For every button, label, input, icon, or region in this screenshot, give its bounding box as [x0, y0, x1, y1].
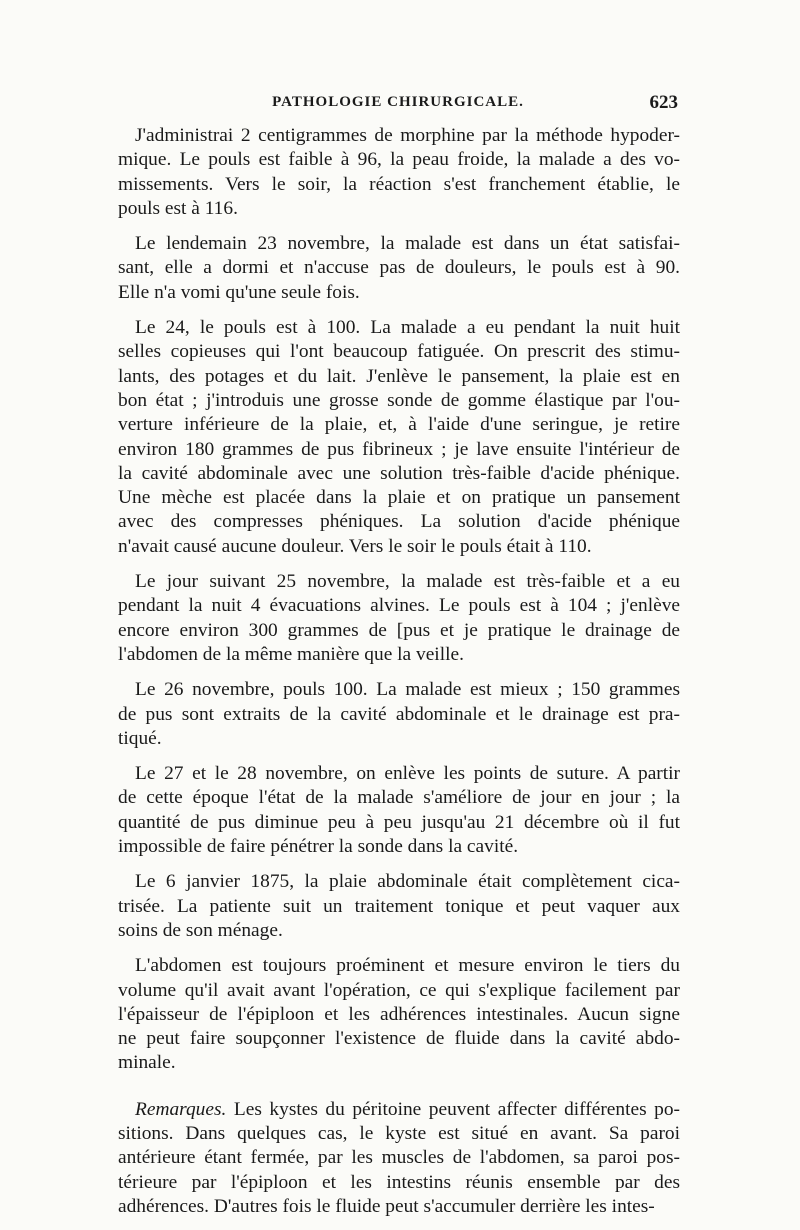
text-line: bon état ; j'introduis une grosse sonde de gomme élastique par l'ou- — [118, 389, 680, 411]
text-line: minale. — [118, 1052, 176, 1074]
text-line: Le jour suivant 25 novembre, la malade est très-faible et a eu — [135, 571, 680, 593]
text-line: antérieure étant fermée, par les muscles de l'abdomen, sa paroi pos- — [118, 1147, 680, 1169]
text-line: volume qu'il avait avant l'opération, ce qui s'explique facilement par — [118, 979, 680, 1001]
text-line: environ 180 grammes de pus fibrineux ; je lave ensuite l'intérieur de — [118, 438, 680, 460]
paragraph — [118, 1098, 680, 1219]
paragraph — [118, 570, 680, 667]
text-line: Elle n'a vomi qu'une seule fois. — [118, 281, 360, 303]
text-line: Le 26 novembre, pouls 100. La malade est mieux ; 150 grammes — [135, 679, 680, 701]
text-line: tiqué. — [118, 727, 162, 749]
paragraph — [118, 124, 680, 221]
text-line: ne peut faire soupçonner l'existence de fluide dans la cavité abdo- — [118, 1028, 680, 1050]
paragraph — [118, 762, 680, 859]
text-line: l'abdomen de la même manière que la veille. — [118, 643, 464, 665]
remarques-label: Remarques. — [135, 1098, 227, 1120]
text-line: J'administrai 2 centigrammes de morphine par la méthode hypoder- — [135, 125, 680, 146]
paragraph — [118, 678, 680, 751]
text-line: sant, elle a dormi et n'accuse pas de douleurs, le pouls est à 90. — [118, 257, 680, 279]
paragraph — [118, 954, 680, 1075]
text-line: adhérences. D'autres fois le fluide peut s'accumuler derrière les intes- — [118, 1195, 655, 1217]
running-title: PATHOLOGIE CHIRURGICALE. — [272, 94, 524, 110]
paragraph — [118, 316, 680, 559]
text-line: sitions. Dans quelques cas, le kyste est situé en avant. Sa paroi — [118, 1122, 680, 1144]
text-line: la cavité abdominale avec une solution très-faible d'acide phénique. — [118, 462, 680, 484]
text-line: missements. Vers le soir, la réaction s'est franchement établie, le — [118, 173, 680, 195]
text-line: Le 6 janvier 1875, la plaie abdominale était complètement cica- — [135, 871, 680, 893]
page-number: 623 — [649, 92, 678, 113]
text-line: impossible de faire pénétrer la sonde dans la cavité. — [118, 836, 519, 858]
text-line: L'abdomen est toujours proéminent et mesure environ le tiers du — [135, 955, 680, 977]
text-line: selles copieuses qui l'ont beaucoup fatiguée. On prescrit des stimu- — [118, 341, 680, 363]
text-line: mique. Le pouls est faible à 96, la peau froide, la malade a des vo- — [118, 149, 680, 171]
text-line: quantité de pus diminue peu à peu jusqu'au 21 décembre où il fut — [118, 811, 680, 833]
text-line: Une mèche est placée dans la plaie et on pratique un pansement — [118, 487, 680, 509]
text-line: n'avait causé aucune douleur. Vers le soir le pouls était à 110. — [118, 535, 592, 557]
text-line: verture inférieure de la plaie, et, à l'aide d'une seringue, je retire — [118, 414, 680, 436]
text-line: de pus sont extraits de la cavité abdominale et le drainage est pra- — [118, 703, 680, 725]
paragraph — [118, 870, 680, 943]
text-line: pouls est à 116. — [118, 197, 238, 219]
text-line: encore environ 300 grammes de [pus et je pratique le drainage de — [118, 619, 680, 641]
text-line: de cette époque l'état de la malade s'améliore de jour en jour ; la — [118, 787, 680, 809]
text-line: pendant la nuit 4 évacuations alvines. Le pouls est à 104 ; j'enlève — [118, 595, 680, 617]
text-line: Le 24, le pouls est à 100. La malade a eu pendant la nuit huit — [135, 317, 680, 339]
text-line: térieure par l'épiploon et les intestins réunis ensemble par des — [118, 1171, 680, 1193]
text-line: lants, des potages et du lait. J'enlève le pansement, la plaie est en — [118, 365, 680, 387]
text-line: Le lendemain 23 novembre, la malade est dans un état satisfai- — [135, 233, 680, 255]
text-line: trisée. La patiente suit un traitement tonique et peut vaquer aux — [118, 895, 680, 917]
text-line: avec des compresses phéniques. La solution d'acide phénique — [118, 511, 680, 533]
paragraph — [118, 232, 680, 305]
text-line: soins de son ménage. — [118, 919, 283, 941]
text-line: Remarques. Les kystes du péritoine peuvent affecter différentes po- — [135, 1098, 680, 1120]
text-line: l'épaisseur de l'épiploon et les adhérences intestinales. Aucun signe — [118, 1003, 680, 1025]
page-header — [118, 94, 678, 120]
page-body — [118, 124, 680, 1230]
text-line: Le 27 et le 28 novembre, on enlève les points de suture. A partir — [135, 763, 680, 785]
